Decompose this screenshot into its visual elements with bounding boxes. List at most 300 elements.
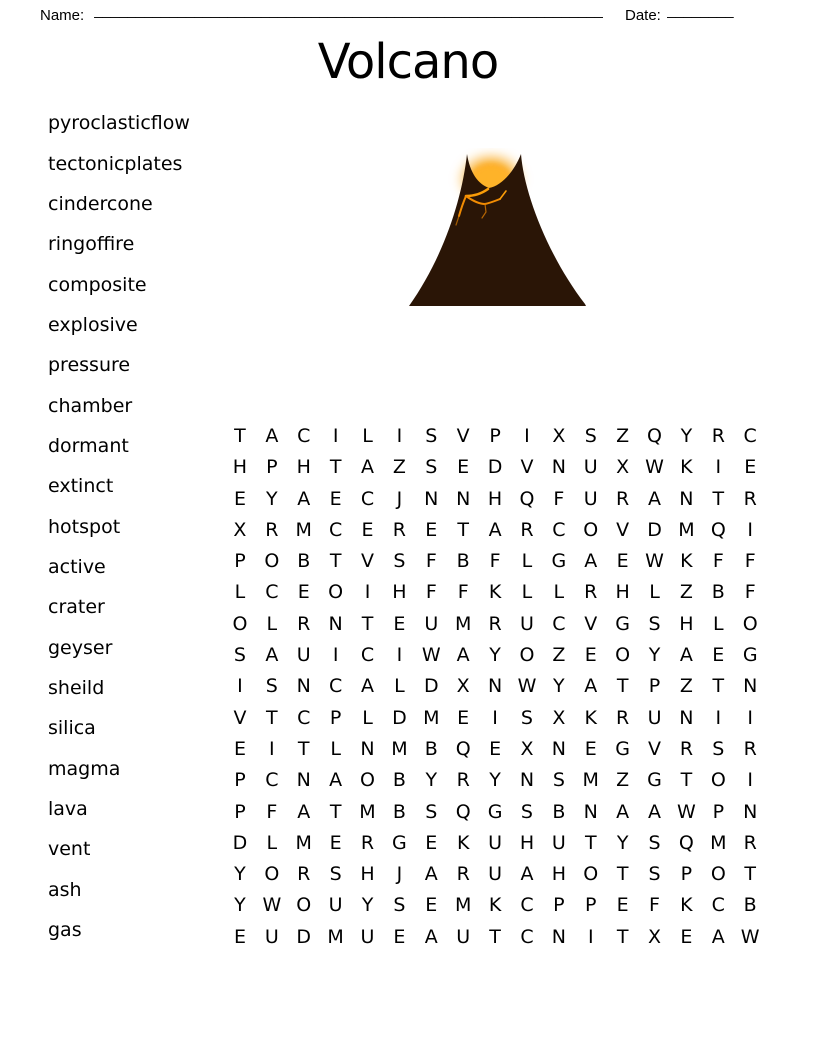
grid-cell: I: [396, 425, 403, 447]
grid-cell: F: [425, 550, 437, 573]
grid-cell: Q: [647, 425, 662, 447]
grid-cell: A: [265, 425, 279, 447]
grid-cell: R: [392, 518, 406, 541]
grid-cell: Y: [648, 644, 661, 667]
grid-cell: U: [296, 644, 311, 667]
grid-cell: S: [648, 831, 661, 854]
grid-cell: F: [266, 800, 278, 823]
date-blank-line: ________: [666, 2, 734, 19]
grid-cell: F: [457, 581, 469, 604]
grid-cell: B: [392, 769, 406, 792]
grid-cell: Q: [519, 487, 535, 510]
grid-cell: A: [297, 800, 311, 823]
grid-cell: U: [456, 925, 471, 948]
grid-cell: O: [360, 769, 375, 792]
grid-cell: N: [743, 675, 758, 698]
grid-cell: U: [647, 706, 662, 729]
grid-cell: E: [393, 925, 406, 948]
grid-cell: K: [680, 456, 693, 479]
grid-cell: N: [551, 737, 566, 760]
grid-cell: P: [234, 550, 246, 573]
grid-cell: R: [265, 518, 279, 541]
grid-cell: I: [492, 706, 498, 729]
grid-cell: G: [615, 612, 630, 635]
grid-cell: K: [488, 894, 502, 917]
grid-cell: E: [584, 644, 597, 667]
grid-cell: V: [456, 425, 470, 447]
grid-cell: N: [487, 675, 503, 698]
name-field-group: [40, 1, 603, 25]
grid-cell: S: [425, 425, 438, 447]
grid-cell: M: [454, 612, 472, 635]
grid-cell: L: [266, 612, 278, 635]
grid-cell: T: [266, 706, 278, 729]
grid-cell: T: [361, 612, 374, 635]
grid-cell: H: [551, 863, 566, 886]
grid-cell: I: [237, 675, 243, 698]
grid-cell: C: [297, 706, 311, 729]
word-list-item: chamber: [48, 394, 133, 417]
grid-cell: C: [265, 769, 279, 792]
grid-cell: Z: [392, 456, 406, 479]
grid-cell: E: [457, 706, 470, 729]
name-blank-line: _____________________________________________________________: [94, 2, 604, 19]
grid-cell: T: [329, 550, 342, 573]
name-label: Name:: [40, 7, 85, 24]
grid-cell: T: [616, 675, 629, 698]
grid-cell: U: [520, 612, 534, 635]
grid-cell: N: [424, 487, 439, 510]
word-list-item: pyroclasticflow: [48, 112, 190, 135]
grid-cell: M: [391, 737, 408, 760]
grid-cell: G: [551, 550, 567, 573]
grid-cell: A: [520, 863, 534, 886]
grid-cell: M: [454, 894, 472, 917]
grid-cell: E: [425, 894, 438, 917]
grid-cell: K: [584, 706, 597, 729]
grid-cell: G: [392, 831, 407, 854]
grid-cell: A: [265, 644, 279, 667]
grid-cell: C: [743, 425, 757, 447]
grid-cell: N: [328, 612, 343, 635]
grid-cell: M: [678, 518, 695, 541]
grid-cell: N: [679, 706, 694, 729]
grid-cell: Q: [455, 800, 471, 823]
grid-cell: S: [552, 769, 565, 792]
grid-cell: T: [712, 675, 725, 698]
grid-cell: C: [328, 675, 343, 698]
grid-cell: Y: [234, 894, 246, 917]
grid-cell: F: [489, 550, 501, 573]
grid-cell: X: [456, 675, 470, 698]
grid-cell: A: [616, 800, 630, 823]
grid-cell: W: [517, 675, 537, 698]
grid-cell: D: [392, 706, 407, 729]
grid-cell: E: [680, 925, 693, 948]
grid-cell: U: [583, 487, 598, 510]
word-list: [48, 103, 228, 950]
grid-cell: G: [615, 737, 630, 760]
grid-cell: I: [747, 706, 753, 729]
grid-cell: R: [297, 612, 311, 635]
grid-cell: T: [329, 456, 342, 479]
grid-cell: U: [488, 863, 503, 886]
grid-cell: X: [552, 706, 566, 729]
grid-cell: F: [712, 550, 724, 573]
grid-cell: N: [296, 769, 311, 792]
grid-cell: R: [584, 581, 598, 604]
grid-cell: X: [552, 425, 566, 447]
grid-cell: S: [329, 863, 342, 886]
grid-cell: M: [327, 925, 344, 948]
grid-cell: H: [615, 581, 630, 604]
grid-cell: O: [710, 769, 726, 792]
grid-cell: B: [424, 737, 438, 760]
grid-cell: P: [234, 769, 246, 792]
grid-cell: O: [583, 863, 599, 886]
grid-cell: S: [393, 550, 406, 573]
grid-cell: R: [679, 737, 694, 760]
grid-cell: I: [332, 425, 339, 447]
grid-cell: I: [747, 769, 753, 792]
grid-cell: H: [232, 456, 248, 479]
grid-cell: O: [710, 863, 726, 886]
grid-cell: R: [456, 863, 470, 886]
word-list-item: explosive: [48, 313, 138, 336]
grid-cell: S: [584, 425, 597, 447]
grid-cell: O: [264, 863, 280, 886]
grid-cell: W: [645, 456, 664, 479]
grid-cell: D: [487, 456, 503, 479]
word-list-item: ash: [48, 878, 82, 901]
grid-cell: R: [616, 706, 630, 729]
grid-cell: T: [489, 925, 501, 948]
grid-cell: H: [360, 863, 375, 886]
grid-cell: P: [329, 706, 342, 729]
grid-cell: L: [362, 706, 373, 729]
grid-cell: D: [423, 675, 439, 698]
grid-cell: V: [648, 737, 662, 760]
grid-cell: U: [583, 456, 598, 479]
grid-cell: O: [583, 518, 599, 541]
grid-cell: H: [296, 456, 311, 479]
grid-cell: V: [584, 612, 598, 635]
grid-cell: N: [360, 737, 375, 760]
grid-cell: N: [743, 800, 758, 823]
grid-cell: Y: [266, 487, 278, 510]
grid-cell: C: [520, 894, 534, 917]
grid-cell: T: [712, 487, 725, 510]
grid-cell: S: [520, 800, 533, 823]
grid-cell: E: [233, 487, 246, 510]
grid-cell: G: [647, 769, 662, 792]
grid-cell: H: [392, 581, 407, 604]
grid-cell: C: [552, 612, 566, 635]
grid-cell: C: [360, 487, 375, 510]
grid-cell: C: [552, 518, 566, 541]
grid-cell: P: [489, 425, 501, 447]
grid-cell: O: [232, 612, 248, 635]
grid-cell: S: [425, 800, 438, 823]
grid-cell: A: [361, 456, 374, 479]
grid-cell: J: [396, 487, 403, 510]
grid-cell: T: [329, 800, 342, 823]
grid-cell: Z: [616, 769, 630, 792]
grid-cell: A: [584, 550, 598, 573]
grid-cell: F: [744, 581, 756, 604]
grid-cell: R: [488, 612, 502, 635]
grid-cell: R: [520, 518, 534, 541]
grid-cell: C: [265, 581, 279, 604]
grid-cell: N: [456, 487, 471, 510]
grid-cell: A: [329, 769, 343, 792]
grid-cell: K: [680, 550, 693, 573]
grid-cell: Y: [680, 425, 693, 447]
grid-cell: J: [396, 863, 403, 886]
grid-cell: F: [744, 550, 756, 573]
grid-cell: N: [519, 769, 535, 792]
grid-cell: T: [584, 831, 597, 854]
grid-cell: E: [361, 518, 374, 541]
word-list-item: active: [48, 555, 106, 578]
grid-cell: V: [361, 550, 374, 573]
grid-cell: L: [649, 581, 660, 604]
grid-cell: P: [585, 894, 597, 917]
grid-cell: Y: [616, 831, 629, 854]
grid-cell: Z: [616, 425, 630, 447]
grid-cell: T: [234, 425, 246, 447]
grid-cell: R: [743, 831, 757, 854]
grid-cell: Y: [234, 863, 246, 886]
grid-cell: C: [328, 518, 343, 541]
word-list-item: geyser: [48, 636, 113, 659]
grid-cell: A: [679, 644, 693, 667]
grid-cell: Q: [710, 518, 726, 541]
grid-cell: E: [233, 925, 246, 948]
grid-cell: R: [297, 863, 311, 886]
grid-cell: L: [266, 831, 278, 854]
grid-cell: D: [296, 925, 312, 948]
grid-cell: M: [582, 769, 599, 792]
word-list-item: lava: [48, 798, 88, 821]
grid-cell: P: [234, 800, 246, 823]
grid-cell: T: [297, 737, 310, 760]
grid-cell: U: [264, 925, 279, 948]
grid-cell: P: [553, 894, 565, 917]
grid-cell: S: [648, 612, 661, 635]
grid-cell: L: [234, 581, 246, 604]
grid-cell: Y: [361, 894, 374, 917]
grid-cell: I: [747, 518, 753, 541]
volcano-illustration: [405, 148, 590, 308]
grid-cell: L: [394, 675, 405, 698]
grid-cell: C: [360, 644, 375, 667]
grid-cell: E: [712, 644, 725, 667]
grid-cell: Z: [679, 675, 693, 698]
grid-cell: A: [648, 800, 662, 823]
grid-cell: E: [489, 737, 502, 760]
puzzle-title: Volcano: [317, 34, 499, 90]
grid-cell: S: [648, 863, 661, 886]
grid-cell: P: [712, 800, 725, 823]
grid-cell: Y: [553, 675, 565, 698]
grid-cell: F: [649, 894, 660, 917]
grid-cell: L: [521, 581, 533, 604]
grid-cell: L: [521, 550, 533, 573]
grid-cell: E: [457, 456, 470, 479]
grid-cell: F: [425, 581, 437, 604]
grid-cell: M: [295, 518, 312, 541]
grid-cell: S: [425, 456, 438, 479]
grid-cell: U: [360, 925, 375, 948]
grid-cell: B: [392, 800, 406, 823]
grid-cell: P: [648, 675, 661, 698]
grid-cell: O: [742, 612, 758, 635]
grid-cell: M: [423, 706, 440, 729]
grid-cell: R: [743, 487, 757, 510]
grid-cell: Y: [489, 769, 501, 792]
grid-cell: L: [713, 612, 724, 635]
grid-cell: P: [680, 863, 693, 886]
grid-cell: Y: [489, 644, 501, 667]
word-list-item: dormant: [48, 434, 129, 457]
grid-cell: R: [360, 831, 375, 854]
word-list-item: magma: [48, 757, 121, 780]
grid-cell: K: [456, 831, 470, 854]
grid-cell: S: [233, 644, 246, 667]
date-label: Date:: [625, 7, 661, 24]
grid-cell: X: [616, 456, 630, 479]
word-list-item: vent: [48, 838, 91, 861]
grid-cell: R: [711, 425, 725, 447]
grid-cell: T: [680, 769, 693, 792]
grid-cell: E: [329, 487, 342, 510]
grid-cell: T: [457, 518, 469, 541]
grid-cell: I: [364, 581, 371, 604]
grid-cell: V: [520, 456, 534, 479]
grid-cell: Y: [425, 769, 438, 792]
grid-cell: I: [715, 456, 722, 479]
date-field-group: [625, 1, 734, 25]
grid-cell: S: [520, 706, 533, 729]
grid-cell: A: [424, 925, 438, 948]
grid-cell: V: [616, 518, 630, 541]
grid-cell: N: [551, 925, 566, 948]
grid-cell: S: [265, 675, 278, 698]
grid-cell: K: [680, 894, 693, 917]
grid-cell: N: [679, 487, 694, 510]
grid-cell: A: [456, 644, 470, 667]
grid-cell: T: [616, 863, 629, 886]
grid-cell: Z: [679, 581, 693, 604]
grid-cell: R: [616, 487, 630, 510]
word-list-item: silica: [48, 717, 96, 740]
grid-cell: X: [520, 737, 534, 760]
grid-cell: C: [297, 425, 311, 447]
grid-cell: L: [553, 581, 565, 604]
letter-grid: [224, 421, 766, 953]
grid-cell: P: [266, 456, 278, 479]
grid-cell: Z: [552, 644, 566, 667]
grid-cell: K: [488, 581, 502, 604]
grid-cell: E: [425, 518, 438, 541]
grid-cell: C: [711, 894, 725, 917]
grid-cell: B: [743, 894, 757, 917]
grid-cell: H: [487, 487, 503, 510]
grid-cell: I: [269, 737, 275, 760]
word-list-item: crater: [48, 596, 105, 619]
word-list-item: hotspot: [48, 515, 121, 538]
grid-cell: T: [744, 863, 756, 886]
grid-cell: X: [648, 925, 662, 948]
grid-cell: U: [551, 831, 566, 854]
grid-cell: W: [740, 925, 760, 948]
grid-cell: A: [584, 675, 598, 698]
grid-cell: E: [233, 737, 246, 760]
word-list-item: tectonicplates: [48, 152, 183, 175]
grid-cell: L: [330, 737, 341, 760]
grid-cell: H: [679, 612, 694, 635]
grid-cell: U: [424, 612, 439, 635]
grid-cell: Q: [455, 737, 471, 760]
grid-cell: I: [715, 706, 722, 729]
grid-cell: E: [584, 737, 597, 760]
grid-cell: A: [711, 925, 725, 948]
grid-cell: W: [421, 644, 441, 667]
grid-cell: N: [551, 456, 566, 479]
grid-cell: I: [396, 644, 403, 667]
word-list-item: gas: [48, 919, 82, 942]
grid-cell: G: [742, 644, 758, 667]
grid-cell: V: [233, 706, 247, 729]
grid-cell: S: [393, 894, 406, 917]
grid-cell: E: [393, 612, 406, 635]
grid-cell: A: [488, 518, 502, 541]
grid-cell: C: [520, 925, 534, 948]
grid-cell: W: [677, 800, 696, 823]
grid-cell: O: [615, 644, 631, 667]
word-list-item: pressure: [48, 354, 131, 377]
word-list-item: sheild: [48, 676, 105, 699]
grid-cell: E: [616, 550, 629, 573]
grid-cell: B: [552, 800, 566, 823]
grid-cell: W: [262, 894, 282, 917]
grid-cell: X: [233, 518, 247, 541]
grid-cell: R: [456, 769, 470, 792]
grid-cell: N: [296, 675, 311, 698]
grid-cell: Q: [678, 831, 694, 854]
grid-cell: E: [297, 581, 310, 604]
grid-cell: A: [648, 487, 662, 510]
grid-cell: O: [264, 550, 280, 573]
word-list-item: ringoffire: [48, 233, 135, 256]
grid-cell: A: [361, 675, 374, 698]
grid-cell: A: [424, 863, 438, 886]
grid-cell: D: [647, 518, 662, 541]
grid-cell: E: [744, 456, 757, 479]
grid-cell: B: [297, 550, 311, 573]
grid-cell: I: [524, 425, 530, 447]
word-list-item: extinct: [48, 475, 114, 498]
grid-cell: D: [232, 831, 248, 854]
grid-cell: I: [332, 644, 339, 667]
grid-cell: U: [488, 831, 503, 854]
grid-cell: M: [359, 800, 376, 823]
grid-cell: G: [487, 800, 503, 823]
volcano-icon: [405, 148, 590, 308]
grid-cell: L: [362, 425, 373, 447]
grid-cell: O: [519, 644, 535, 667]
